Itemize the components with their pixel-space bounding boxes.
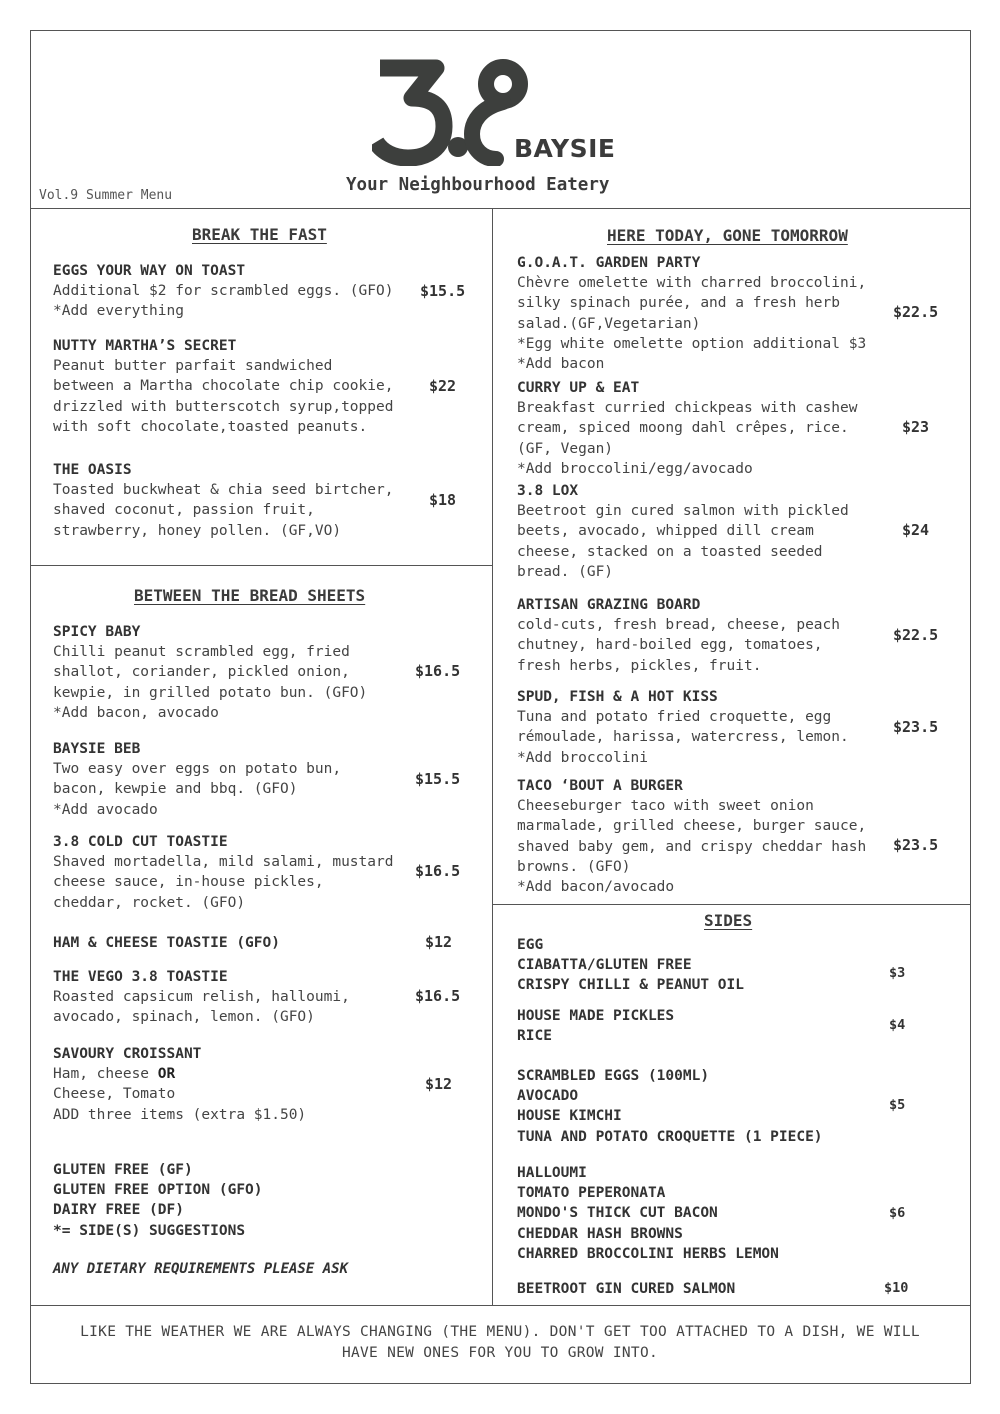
item-price: $15.5 xyxy=(415,770,461,788)
item-description: Beetroot gin cured salmon with pickled beets, avocado, whipped dill cream cheese, stacked on a toasted seeded bread. (GF) xyxy=(517,503,849,580)
item-description: Cheese, Tomato xyxy=(53,1086,176,1103)
footer-divider xyxy=(30,1305,971,1306)
menu-item xyxy=(53,261,393,322)
menu-item xyxy=(53,739,341,820)
right-section-divider xyxy=(492,904,971,905)
logo-wordmark: BAYSIE xyxy=(514,134,616,163)
dietary-legend: GLUTEN FREE (GF) GLUTEN FREE OPTION (GFO) DAIRY FREE (DF) *= SIDE(S) SUGGESTIONS xyxy=(53,1162,263,1239)
sides-price: $10 xyxy=(884,1280,909,1296)
item-description: Peanut butter parfait sandwiched between a Martha chocolate chip cookie, drizzled with butterscotch syrup,topped with soft chocolate,toasted peanuts. xyxy=(53,358,394,435)
menu-item xyxy=(517,595,840,676)
item-price: $22.5 xyxy=(893,626,939,644)
item-price: $23 xyxy=(902,418,930,436)
item-name: SPUD, FISH & A HOT KISS xyxy=(517,689,718,705)
item-description: Ham, cheese xyxy=(53,1066,158,1083)
item-description: Two easy over eggs on potato bun, bacon, kewpie and bbq. (GFO) *Add avocado xyxy=(53,761,342,818)
sides-group: SCRAMBLED EGGS (100ML) AVOCADO HOUSE KIMCHI TUNA AND POTATO CROQUETTE (1 PIECE) xyxy=(517,1068,823,1145)
item-name: SAVOURY CROISSANT xyxy=(53,1046,202,1062)
menu-item xyxy=(53,933,280,953)
menu-item xyxy=(53,832,393,913)
item-name: TACO ‘BOUT A BURGER xyxy=(517,778,683,794)
item-name: ARTISAN GRAZING BOARD xyxy=(517,597,701,613)
menu-item xyxy=(517,481,849,582)
sides-price: $5 xyxy=(889,1097,906,1113)
menu-item xyxy=(517,253,866,374)
section-title-sides: SIDES xyxy=(704,911,753,930)
item-name: CURRY UP & EAT xyxy=(517,380,640,396)
menu-item xyxy=(53,460,393,541)
item-price: $23.5 xyxy=(893,718,939,736)
menu-item xyxy=(53,622,367,723)
item-description: ADD three items (extra $1.50) xyxy=(53,1106,307,1123)
item-description: Chilli peanut scrambled egg, fried shallot, coriander, pickled onion, kewpie, in grilled potato bun. (GFO) *Add bacon, avocado xyxy=(53,644,368,721)
section-title-between-the-bread-sheets: BETWEEN THE BREAD SHEETS xyxy=(134,586,366,605)
footer-message: LIKE THE WEATHER WE ARE ALWAYS CHANGING (THE MENU). DON'T GET TOO ATTACHED TO A DISH, WE WILL HAVE NEW ONES FOR YOU TO GROW INTO. xyxy=(80,1324,920,1361)
item-name: THE OASIS xyxy=(53,462,132,478)
item-name: 3.8 COLD CUT TOASTIE xyxy=(53,834,228,850)
item-price: $24 xyxy=(902,521,930,539)
item-name: HAM & CHEESE TOASTIE (GFO) xyxy=(53,935,280,951)
menu-item xyxy=(517,776,866,897)
item-name: SPICY BABY xyxy=(53,624,141,640)
column-divider xyxy=(492,208,493,1305)
menu-item xyxy=(53,967,350,1028)
item-name: EGGS YOUR WAY ON TOAST xyxy=(53,263,246,279)
item-price: $22.5 xyxy=(893,303,939,321)
item-description: Shaved mortadella, mild salami, mustard cheese sauce, in-house pickles, cheddar, rocket. (GFO) xyxy=(53,854,394,911)
sides-price: $6 xyxy=(889,1205,906,1221)
item-description: cold-cuts, fresh bread, cheese, peach chutney, hard-boiled egg, tomatoes, fresh herbs, pickles, fruit. xyxy=(517,617,841,674)
left-section-divider xyxy=(30,565,492,566)
sides-group: HOUSE MADE PICKLES RICE xyxy=(517,1008,675,1045)
item-name: THE VEGO 3.8 TOASTIE xyxy=(53,969,228,985)
menu-volume: Vol.9 Summer Menu xyxy=(39,188,173,203)
sides-price: $4 xyxy=(889,1017,906,1033)
item-price: $23.5 xyxy=(893,836,939,854)
item-price: $12 xyxy=(425,1075,453,1093)
section-title-here-today-gone-tomorrow: HERE TODAY, GONE TOMORROW xyxy=(607,226,848,245)
sides-group: BEETROOT GIN CURED SALMON xyxy=(517,1281,736,1297)
menu-item xyxy=(517,687,849,768)
item-name: 3.8 LOX xyxy=(517,483,579,499)
item-name: G.O.A.T. GARDEN PARTY xyxy=(517,255,701,271)
item-name: BAYSIE BEB xyxy=(53,741,141,757)
dietary-note: ANY DIETARY REQUIREMENTS PLEASE ASK xyxy=(53,1261,349,1277)
item-price: $22 xyxy=(429,377,457,395)
item-description: Cheeseburger taco with sweet onion marmalade, grilled cheese, burger sauce, shaved baby gem, and crispy cheddar hash browns. (GFO) *Add bacon/avocado xyxy=(517,798,867,896)
or-keyword: OR xyxy=(157,1066,176,1083)
item-price: $16.5 xyxy=(415,662,461,680)
tagline: Your Neighbourhood Eatery xyxy=(346,175,610,195)
item-price: $15.5 xyxy=(420,282,466,300)
item-price: $12 xyxy=(425,933,453,951)
sides-group: EGG CIABATTA/GLUTEN FREE CRISPY CHILLI & PEANUT OIL xyxy=(517,937,744,994)
item-description: Tuna and potato fried croquette, egg rémoulade, harissa, watercress, lemon. *Add broccolini xyxy=(517,709,849,766)
menu-item-savoury-croissant xyxy=(53,1044,306,1125)
section-title-break-the-fast: BREAK THE FAST xyxy=(192,225,327,244)
item-description: Roasted capsicum relish, halloumi, avocado, spinach, lemon. (GFO) xyxy=(53,989,350,1026)
item-description: Chèvre omelette with charred broccolini, silky spinach purée, and a fresh herb salad.(GF,Vegetarian) *Egg white omelette option additional $3 *Add bacon xyxy=(517,275,867,373)
sides-group: HALLOUMI TOMATO PEPERONATA MONDO'S THICK CUT BACON CHEDDAR HASH BROWNS CHARRED BROCCOLINI HERBS LEMON xyxy=(517,1165,779,1262)
item-price: $16.5 xyxy=(415,862,461,880)
item-name: NUTTY MARTHA’S SECRET xyxy=(53,338,237,354)
menu-item xyxy=(517,378,857,479)
header-divider xyxy=(30,208,971,209)
item-price: $16.5 xyxy=(415,987,461,1005)
item-description: Breakfast curried chickpeas with cashew cream, spiced moong dahl crêpes, rice. (GF, Vegan) *Add broccolini/egg/avocado xyxy=(517,400,858,477)
sides-price: $3 xyxy=(889,965,906,981)
item-price: $18 xyxy=(429,491,457,509)
item-description: Additional $2 for scrambled eggs. (GFO) *Add everything xyxy=(53,283,394,320)
menu-item xyxy=(53,336,393,437)
item-description: Toasted buckwheat & chia seed birtcher, shaved coconut, passion fruit, strawberry, honey pollen. (GF,VO) xyxy=(53,482,394,539)
